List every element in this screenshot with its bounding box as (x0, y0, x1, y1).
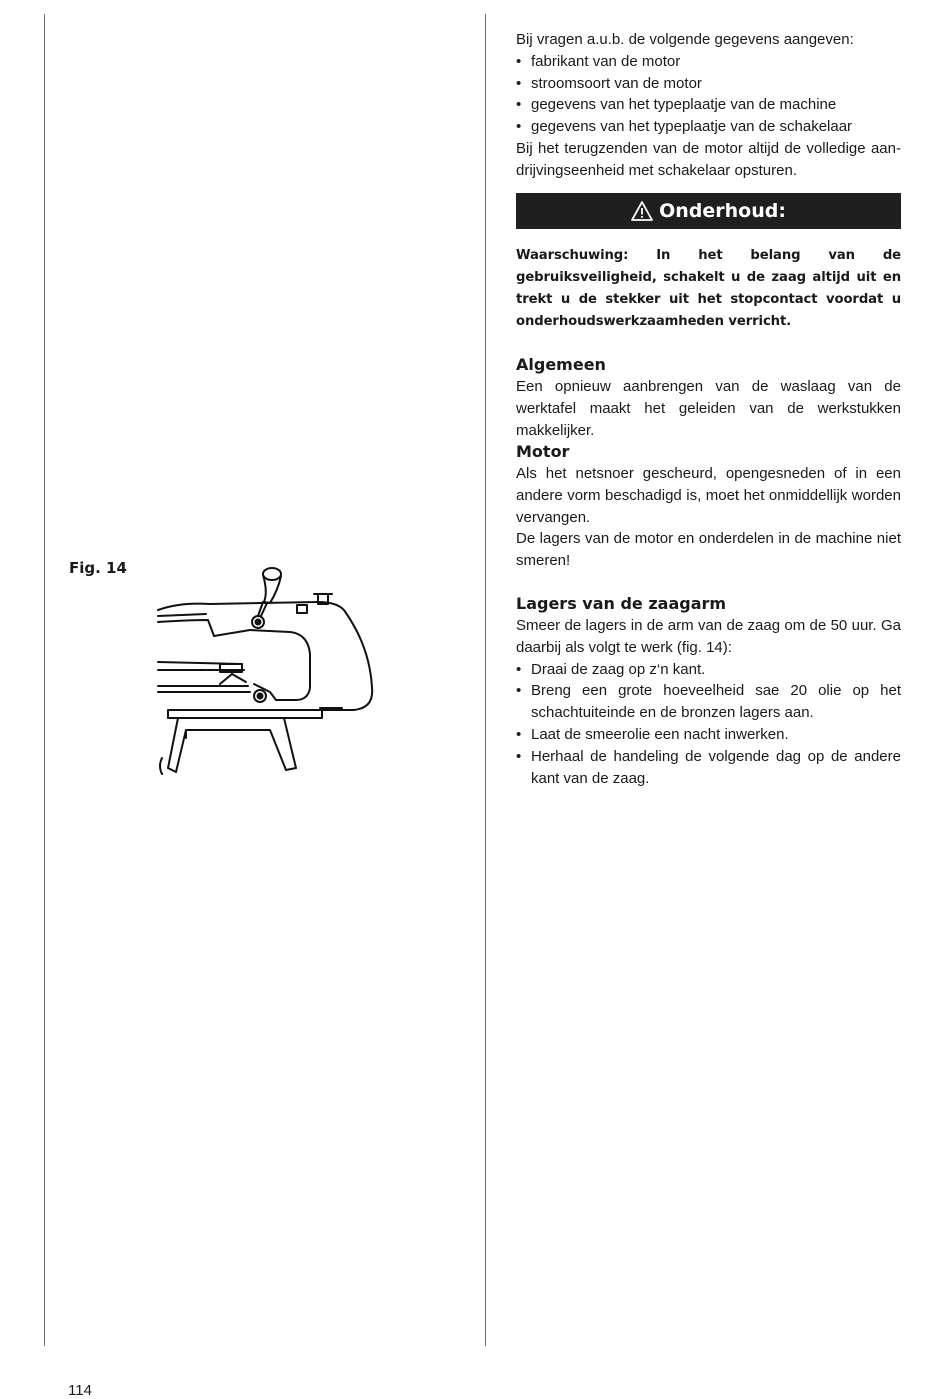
intro-list (516, 51, 901, 138)
section-motor (516, 441, 901, 572)
banner-title: Onderhoud: (659, 200, 786, 222)
section-body: De lagers van de motor en onderdelen in de machine niet smeren! (516, 530, 901, 570)
intro-block (516, 29, 901, 182)
lagers-steps (516, 659, 901, 790)
section-algemeen (516, 354, 901, 441)
list-item: • gegevens van het typeplaatje van de machine (516, 94, 901, 116)
section-body: Een opnieuw aanbrengen van de waslaag van de werktafel maakt het geleiden van de werkstukken makkelijker. (516, 378, 901, 439)
safety-warning: Waarschuwing: In het belang van de gebruiksveiligheid, schakelt u de zaag altijd uit en trekt u de stekker uit het stopcontact voordat u onderhoudswerkzaamheden verricht. (516, 248, 901, 329)
left-margin-rule (44, 14, 45, 1346)
column-divider (485, 14, 486, 1346)
section-heading: Motor (516, 442, 570, 461)
section-body: Smeer de lagers in de arm van de zaag om de 50 uur. Ga daarbij als volgt te werk (fig. 14): (516, 617, 901, 656)
figure-label: Fig. 14 (69, 559, 127, 577)
section-body: Als het netsnoer gescheurd, opengesneden of in een andere vorm beschadigd is, moet het onmiddellijk worden vervangen. (516, 465, 901, 526)
section-heading: Algemeen (516, 355, 606, 374)
list-item: • fabrikant van de motor (516, 51, 901, 73)
list-item: • Breng een grote hoeveelheid sae 20 olie op het schachtuiteinde en de bronzen lagers aan. (516, 680, 901, 724)
section-banner (516, 193, 901, 229)
section-lagers (516, 593, 901, 789)
intro-lead: Bij vragen a.u.b. de volgende gegevens aangeven: (516, 31, 854, 48)
scroll-saw-oiling-illustration (150, 558, 380, 783)
list-item: • stroomsoort van de motor (516, 73, 901, 95)
page-number: 114 (68, 1382, 92, 1399)
list-item: • Herhaal de handeling de volgende dag op de andere kant van de zaag. (516, 746, 901, 790)
intro-closing: Bij het terugzenden van de motor altijd de volledige aan-drijvingseenheid met schakelaar opsturen. (516, 139, 901, 179)
list-item: • Draai de zaag op z‘n kant. (516, 659, 901, 681)
list-item: • Laat de smeerolie een nacht inwerken. (516, 724, 901, 746)
warning-triangle-icon (631, 201, 653, 221)
list-item: • gegevens van het typeplaatje van de schakelaar (516, 116, 901, 138)
section-heading: Lagers van de zaagarm (516, 594, 727, 613)
